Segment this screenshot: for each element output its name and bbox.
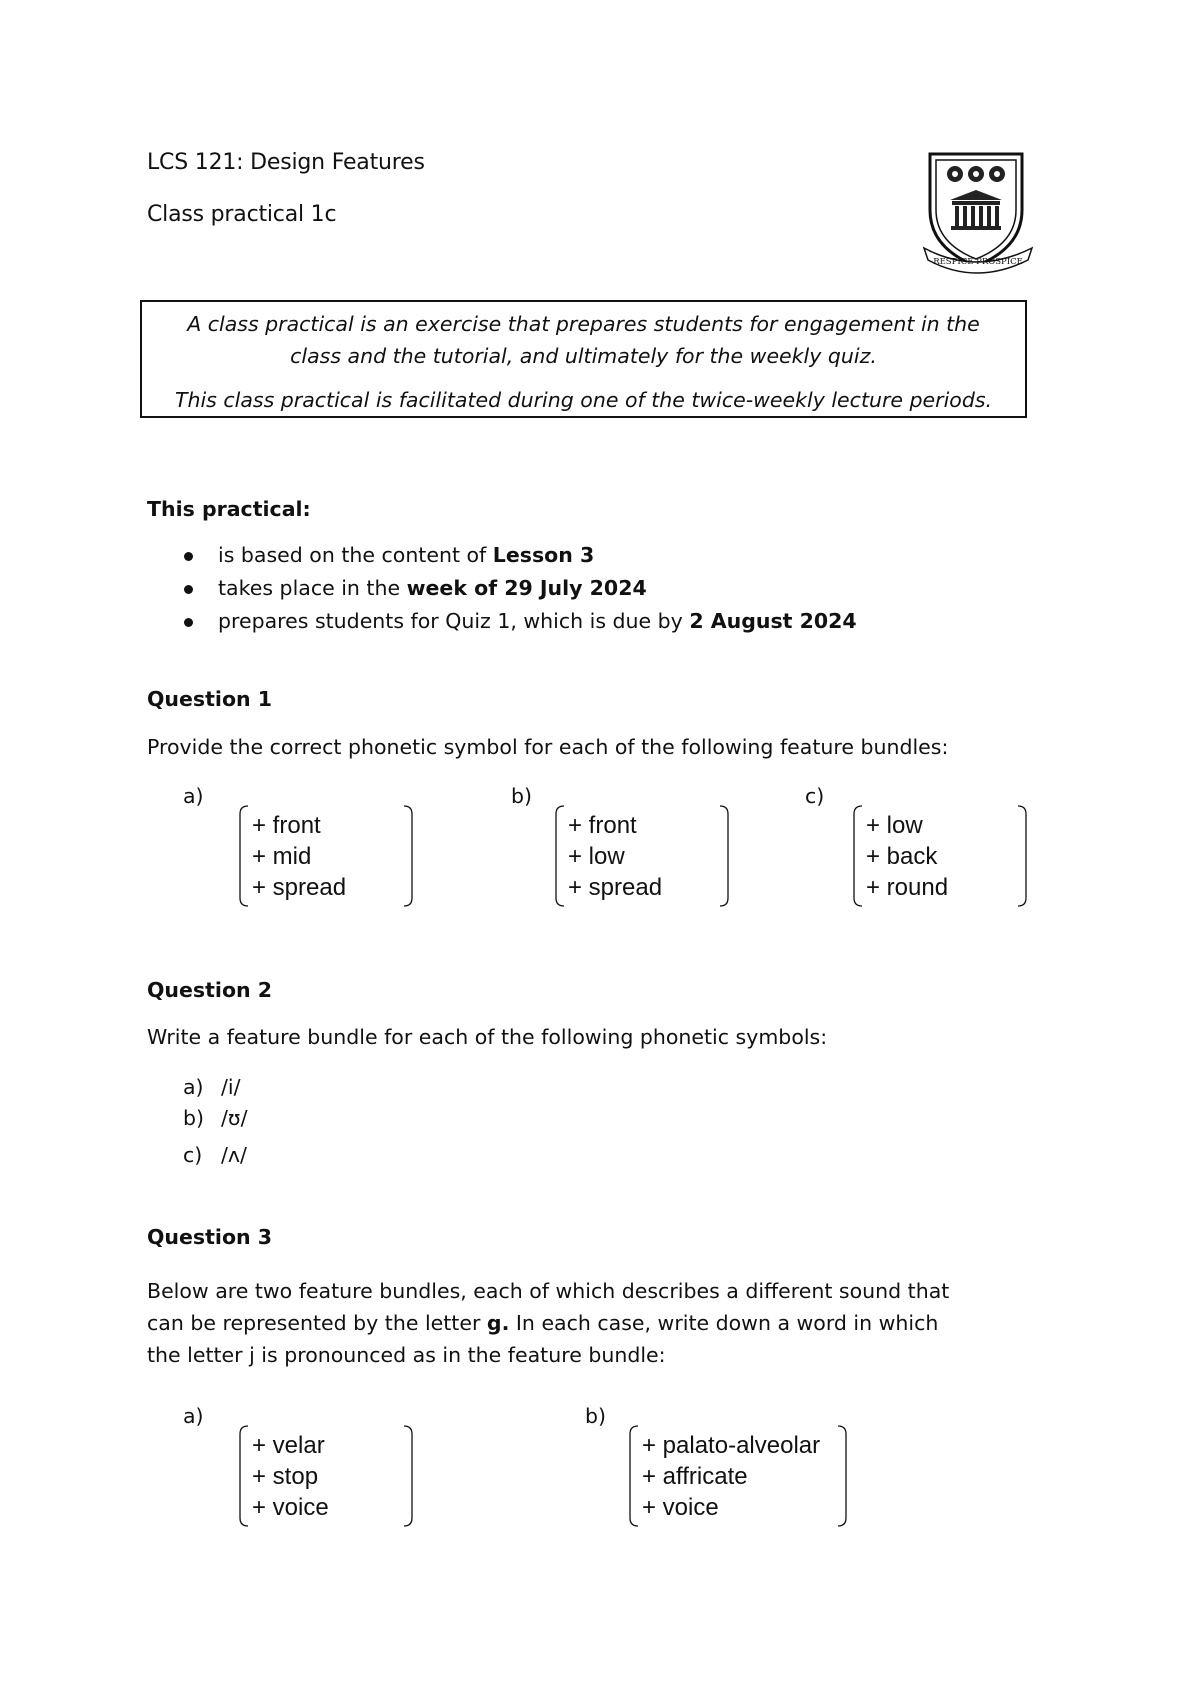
q1-bundle-a-label: a) bbox=[183, 784, 204, 808]
info-line-1: A class practical is an exercise that prepares students for engagement in the bbox=[187, 312, 980, 336]
feature: + voice bbox=[642, 1494, 719, 1521]
q1-bundle-a bbox=[236, 804, 416, 908]
q2-symbol-list bbox=[183, 1072, 247, 1171]
left-bracket-icon bbox=[626, 1424, 640, 1528]
feature: + velar bbox=[252, 1432, 325, 1459]
info-box bbox=[140, 300, 1027, 418]
q3-bundle-b bbox=[626, 1424, 850, 1528]
feature: + spread bbox=[252, 874, 347, 901]
feature: + front bbox=[252, 812, 321, 839]
q1-bundle-c bbox=[850, 804, 1030, 908]
list-item: c) /ʌ/ bbox=[183, 1143, 247, 1167]
q1-bundle-b bbox=[552, 804, 732, 908]
intro-bullets bbox=[182, 539, 857, 638]
q3-bundle-a-label: a) bbox=[183, 1404, 204, 1428]
right-bracket-icon bbox=[718, 804, 732, 908]
info-line-2: class and the tutorial, and ultimately for the weekly quiz. bbox=[290, 344, 877, 368]
right-bracket-icon bbox=[836, 1424, 850, 1528]
q3-bundle-b-label: b) bbox=[585, 1404, 607, 1428]
list-item: a) /i/ bbox=[183, 1075, 241, 1099]
q1-bundle-b-label: b) bbox=[511, 784, 533, 808]
feature: + round bbox=[866, 874, 949, 901]
bullet-icon bbox=[184, 552, 193, 561]
q1-prompt: Provide the correct phonetic symbol for each of the following feature bundles: bbox=[147, 735, 949, 759]
feature: + back bbox=[866, 843, 938, 870]
course-title: LCS 121: Design Features bbox=[147, 150, 425, 175]
intro-heading: This practical: bbox=[147, 497, 311, 521]
info-line-3: This class practical is facilitated during one of the twice-weekly lecture periods. bbox=[174, 388, 993, 412]
feature: + spread bbox=[568, 874, 663, 901]
feature: + low bbox=[568, 843, 625, 870]
feature: + voice bbox=[252, 1494, 329, 1521]
left-bracket-icon bbox=[552, 804, 566, 908]
bullet-item: takes place in the week of 29 July 2024 bbox=[182, 572, 857, 605]
feature: + front bbox=[568, 812, 637, 839]
feature: + low bbox=[866, 812, 923, 839]
university-crest bbox=[922, 148, 1034, 276]
feature: + palato-alveolar bbox=[642, 1432, 821, 1459]
bullet-item: prepares students for Quiz 1, which is due by 2 August 2024 bbox=[182, 605, 857, 638]
right-bracket-icon bbox=[402, 1424, 416, 1528]
q3-bundle-a bbox=[236, 1424, 416, 1528]
q1-heading: Question 1 bbox=[147, 687, 273, 711]
q2-prompt: Write a feature bundle for each of the following phonetic symbols: bbox=[147, 1025, 828, 1049]
left-bracket-icon bbox=[850, 804, 864, 908]
q3-heading: Question 3 bbox=[147, 1225, 273, 1249]
feature: + mid bbox=[252, 843, 312, 870]
right-bracket-icon bbox=[402, 804, 416, 908]
feature: + affricate bbox=[642, 1463, 748, 1490]
crest-motto: RESPICE PROSPICE bbox=[933, 257, 1023, 267]
bullet-icon bbox=[184, 618, 193, 627]
feature: + stop bbox=[252, 1463, 319, 1490]
practical-title: Class practical 1c bbox=[147, 202, 337, 227]
list-item: b) /ʊ/ bbox=[183, 1106, 248, 1130]
q3-prompt: Below are two feature bundles, each of which describes a different sound that can be represented by the letter g. In each case, write down a word in which the letter j is pronounced as in the feature bundle: bbox=[147, 1279, 950, 1367]
q2-heading: Question 2 bbox=[147, 978, 273, 1002]
left-bracket-icon bbox=[236, 1424, 250, 1528]
q1-bundle-c-label: c) bbox=[805, 784, 825, 808]
left-bracket-icon bbox=[236, 804, 250, 908]
right-bracket-icon bbox=[1016, 804, 1030, 908]
bullet-item: is based on the content of Lesson 3 bbox=[182, 539, 857, 572]
bullet-icon bbox=[184, 585, 193, 594]
